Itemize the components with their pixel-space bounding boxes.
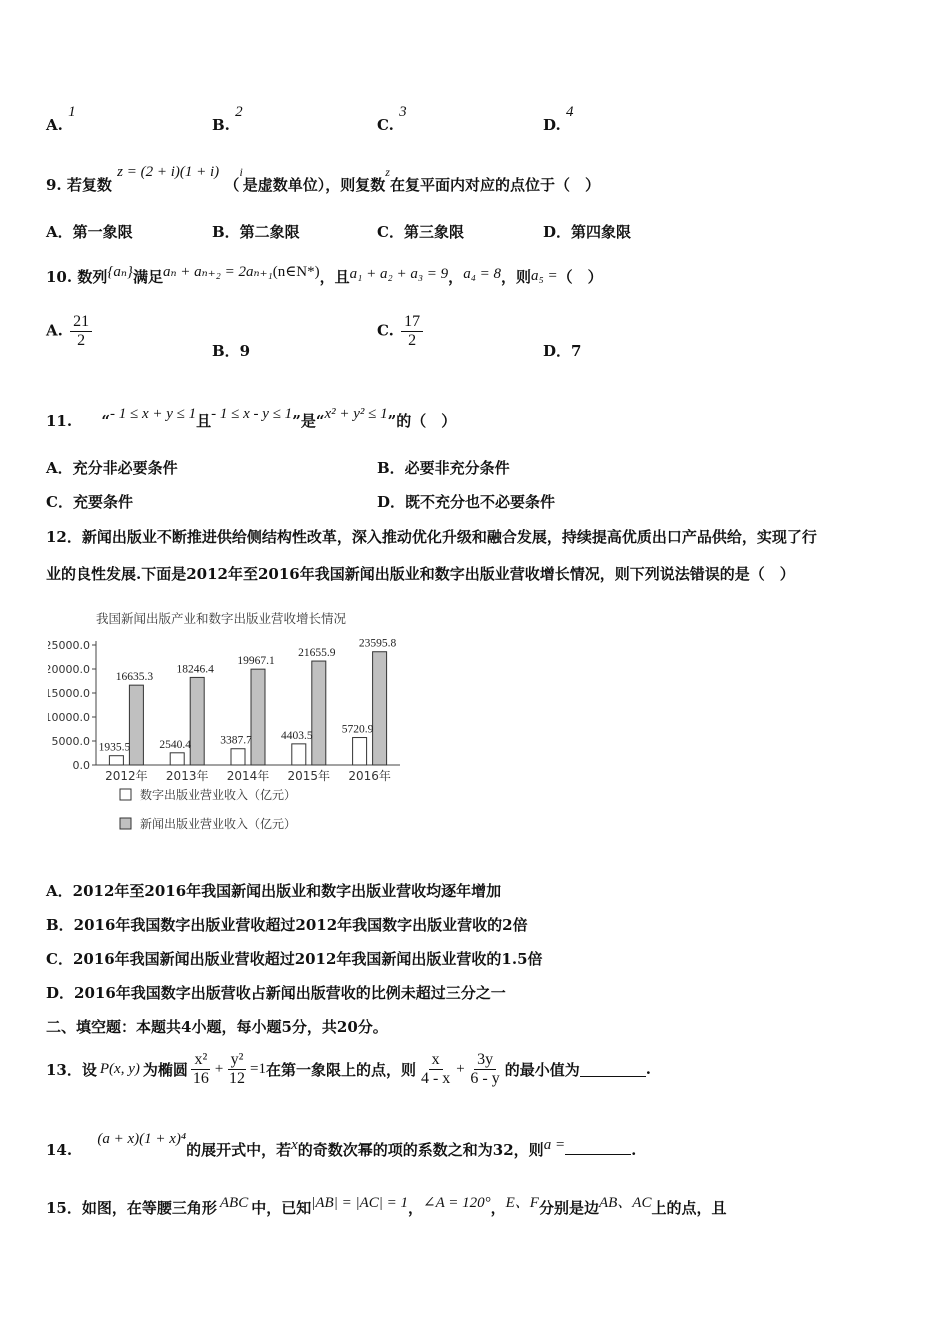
q11-option-c: C．充要条件 bbox=[46, 493, 133, 511]
q11-stem: 11. “- 1 ≤ x + y ≤ 1且- 1 ≤ x - y ≤ 1”是“x² + y² ≤ 1”的（ ） bbox=[46, 406, 457, 430]
q8-option-d: D. 4 bbox=[543, 104, 574, 134]
data-label-digital: 1935.5 bbox=[98, 741, 131, 754]
q15-stem: 15．如图，在等腰三角形 ABC 中，已知|AB| = |AC| = 1，∠A = 120°，E、F分别是边AB、AC上的点，且 bbox=[46, 1195, 727, 1217]
data-label-news: 23595.8 bbox=[358, 637, 397, 650]
q10-option-b: B．9 bbox=[212, 342, 251, 360]
y-tick-label: 5000.0 bbox=[51, 735, 90, 748]
fraction-17-2: $\frac{17}{2}$ bbox=[401, 313, 423, 350]
legend-swatch bbox=[120, 789, 131, 800]
bar-digital-2013年 bbox=[170, 753, 184, 765]
q9-option-b: B．第二象限 bbox=[212, 223, 300, 241]
q9-option-d: D．第四象限 bbox=[543, 223, 632, 241]
x-tick-label: 2014年 bbox=[226, 769, 270, 783]
q9-option-c: C．第三象限 bbox=[377, 223, 464, 241]
target-fraction-1: $\frac{x}{4 - x}$ bbox=[420, 1050, 451, 1087]
y-tick-label: 10000.0 bbox=[48, 711, 90, 724]
q8-option-c: C. 3 bbox=[377, 104, 407, 134]
y-tick-label: 25000.0 bbox=[48, 639, 90, 652]
q12-stem-line2: 业的良性发展.下面是2012年至2016年我国新闻出版业和数字出版业营收增长情况，则下列说法错误的是（ ） bbox=[46, 565, 795, 583]
bar-digital-2016年 bbox=[353, 738, 367, 765]
q8-option-b: B. 2 bbox=[212, 104, 243, 134]
q12-option-d: D．2016年我国数字出版营收占新闻出版营收的比例未超过三分之一 bbox=[46, 984, 506, 1002]
q10-stem: 10. 数列{aₙ}满足aₙ + aₙ₊₂ = 2aₙ₊₁(n∈N*)，且a₁ + a₂ + a₃ = 9，a₄ = 8，则a₅ =（ ） bbox=[46, 264, 603, 286]
chart-title: 我国新闻出版产业和数字出版业营收增长情况 bbox=[96, 611, 347, 626]
bar-digital-2015年 bbox=[292, 744, 306, 765]
data-label-digital: 5720.9 bbox=[341, 723, 374, 736]
ellipse-fraction-y: $\frac{\text{y²}}{12}$ bbox=[228, 1050, 245, 1087]
data-label-news: 19967.1 bbox=[237, 655, 275, 668]
bar-news-2016年 bbox=[373, 652, 387, 765]
q9-option-a: A．第一象限 bbox=[46, 223, 133, 241]
q12-option-a: A．2012年至2016年我国新闻出版业和数字出版业营收均逐年增加 bbox=[46, 882, 502, 900]
bar-digital-2012年 bbox=[109, 756, 123, 765]
data-label-digital: 2540.4 bbox=[159, 738, 192, 751]
q8-option-a: A. 1 bbox=[46, 104, 76, 134]
bar-news-2014年 bbox=[251, 669, 265, 765]
bar-digital-2014年 bbox=[231, 749, 245, 765]
q13-stem: 13．设 P(x, y) 为椭圆 $\frac{\text{x²}}{16}$ + $\frac{\text{y²}}{12}$ =1 在第一象限上的点，则 $\frac{x}{4 - x}$ + $\frac{3y}{6 - y}$ 的最小值为 . bbox=[46, 1050, 651, 1087]
y-tick-label: 15000.0 bbox=[48, 687, 90, 700]
q11-option-d: D．既不充分也不必要条件 bbox=[377, 493, 556, 511]
section-title: 二、填空题：本题共4小题，每小题5分，共20分。 bbox=[46, 1018, 388, 1036]
ellipse-fraction-x: $\frac{\text{x²}}{16}$ bbox=[192, 1050, 209, 1087]
legend-swatch bbox=[120, 818, 131, 829]
q10-option-d: D．7 bbox=[543, 342, 582, 360]
x-tick-label: 2015年 bbox=[287, 769, 331, 783]
q14-stem: 14. (a + x)(1 + x)⁴的展开式中，若x的奇数次幂的项的系数之和为32，则a = . bbox=[46, 1131, 637, 1159]
data-label-news: 18246.4 bbox=[176, 663, 214, 676]
q12-option-c: C．2016年我国新闻出版业营收超过2012年我国新闻出版业营收的1.5倍 bbox=[46, 950, 543, 968]
x-tick-label: 2012年 bbox=[105, 769, 148, 783]
legend-label: 新闻出版业营业收入（亿元） bbox=[140, 817, 297, 831]
data-label-news: 16635.3 bbox=[115, 671, 154, 684]
bar-news-2013年 bbox=[190, 677, 204, 765]
bar-news-2012年 bbox=[129, 685, 143, 765]
q12-option-b: B．2016年我国数字出版业营收超过2012年我国数字出版业营收的2倍 bbox=[46, 916, 528, 934]
fraction-21-2: $\frac{21}{2}$ bbox=[70, 313, 92, 350]
q10-option-a: A. $\frac{21}{2}$ bbox=[46, 313, 94, 350]
answer-blank-14[interactable] bbox=[565, 1140, 631, 1155]
data-label-digital: 3387.7 bbox=[220, 734, 252, 747]
y-tick-label: 0.0 bbox=[72, 759, 90, 772]
data-label-digital: 4403.5 bbox=[280, 729, 313, 742]
q11-option-a: A．充分非必要条件 bbox=[46, 459, 178, 477]
x-tick-label: 2013年 bbox=[165, 769, 209, 783]
answer-blank-13[interactable] bbox=[580, 1062, 646, 1077]
q12-stem-line1: 12．新闻出版业不断推进供给侧结构性改革，深入推动优化升级和融合发展，持续提高优质出口产品供给，实现了行 bbox=[46, 528, 817, 546]
revenue-bar-chart bbox=[48, 603, 408, 853]
q9-stem: 9. 若复数 z = (2 + i)(1 + i) （$^i$是虚数单位），则复数$^z$在复平面内对应的点位于（ ） bbox=[46, 164, 600, 194]
y-tick-label: 20000.0 bbox=[48, 663, 90, 676]
target-fraction-2: $\frac{3y}{6 - y}$ bbox=[470, 1050, 500, 1087]
x-tick-label: 2016年 bbox=[348, 769, 391, 783]
chart-svg bbox=[48, 603, 408, 853]
bar-news-2015年 bbox=[312, 661, 326, 765]
q10-option-c: C. $\frac{17}{2}$ bbox=[377, 313, 425, 350]
data-label-news: 21655.9 bbox=[298, 647, 336, 660]
q11-option-b: B．必要非充分条件 bbox=[377, 459, 510, 477]
legend-label: 数字出版业营业收入（亿元） bbox=[140, 788, 297, 802]
